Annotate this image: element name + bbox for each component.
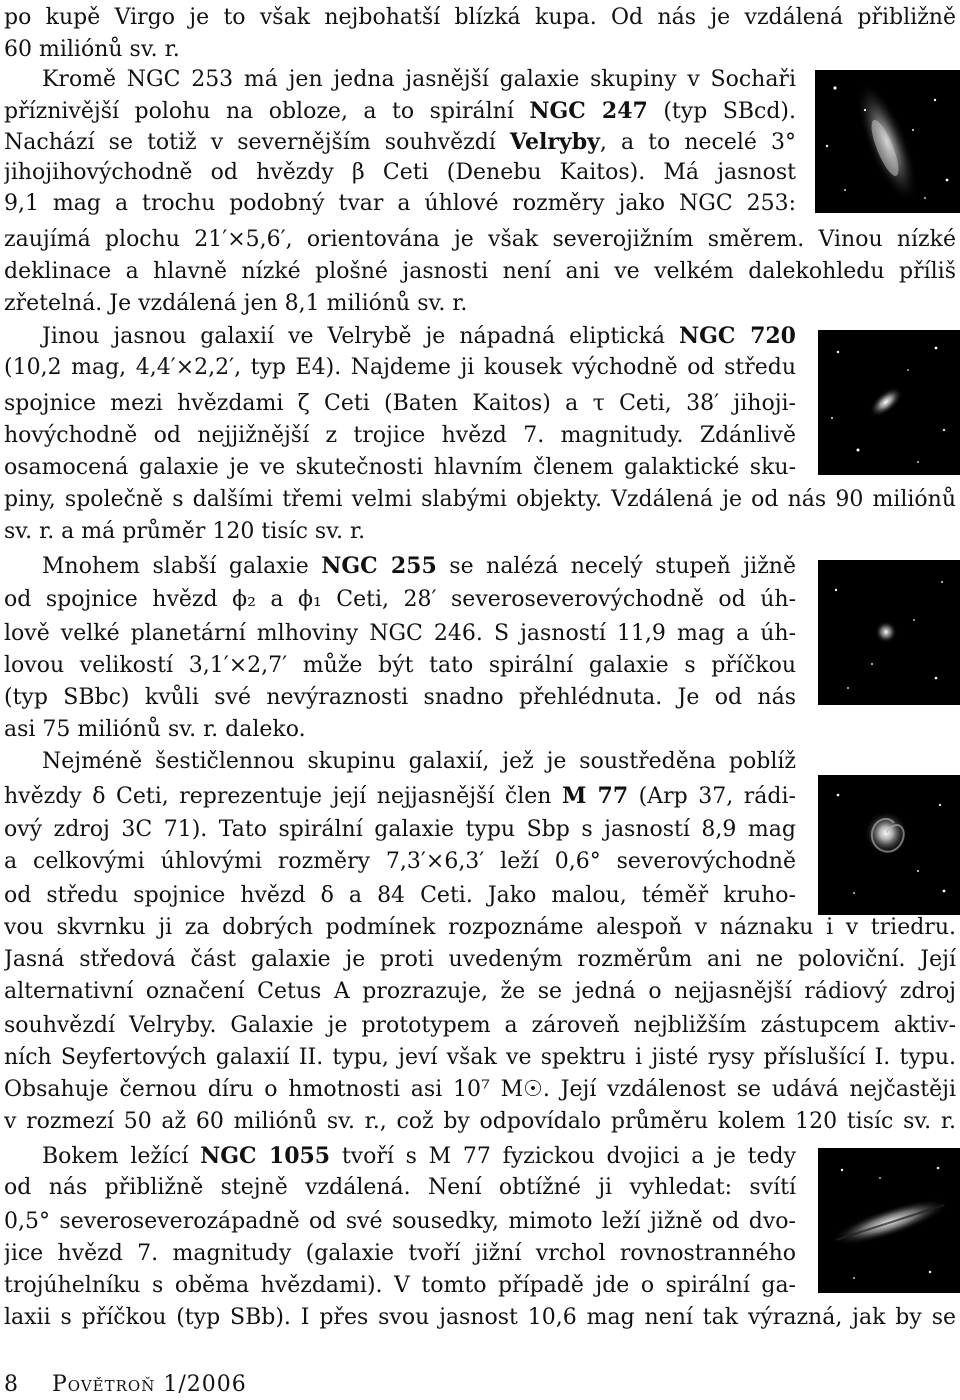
journal-title: Povětroň 1/2006 [52, 1372, 247, 1397]
text-line: (10,2 mag, 4,4′×2,2′, typ E4). Najdeme ji kousek východně od středu [4, 355, 796, 380]
galaxy-image-ngc1055 [818, 1148, 960, 1293]
galaxy-photo-ngc247 [815, 70, 960, 213]
text-line: Jinou jasnou galaxií ve Velrybě je nápadná eliptická NGC 720 [42, 323, 796, 349]
page-footer [4, 1370, 247, 1400]
page-number: 8 [4, 1372, 18, 1397]
text-line: Bokem ležící NGC 1055 tvoří s M 77 fyzickou dvojici a je tedy [42, 1143, 796, 1169]
object-name-ngc255: NGC 255 [321, 553, 437, 579]
text-line: hvězdy δ Ceti, reprezentuje její nejjasnější člen M 77 (Arp 37, rádi- [4, 783, 796, 809]
text-line: Obsahuje černou díru o hmotnosti asi 10⁷ M☉. Její vzdálenost se udává nejčastěji [4, 1077, 956, 1102]
text-line: 60 miliónů sv. r. [4, 37, 180, 62]
object-name-ngc1055: NGC 1055 [200, 1143, 331, 1169]
text-line: od středu spojnice hvězd δ a 84 Ceti. Jako malou, téměř kruho- [4, 883, 796, 908]
text-line: 0,5° severoseverozápadně od své sousedky, mimoto leží jižně od dvo- [4, 1209, 796, 1234]
galaxy-image-m77 [818, 775, 960, 915]
galaxy-image-ngc247 [815, 70, 960, 213]
text-line: asi 75 miliónů sv. r. daleko. [4, 717, 306, 742]
text-line: Nachází se totiž v severnějším souhvězdí Velryby, a to necelé 3° [4, 129, 796, 155]
object-name-m77: M 77 [561, 783, 629, 809]
text-line: spojnice mezi hvězdami ζ Ceti (Baten Kaitos) a τ Ceti, 38′ jihoji- [4, 391, 796, 416]
galaxy-image-ngc720 [818, 330, 960, 475]
text-line: a celkovými úhlovými rozměry 7,3′×6,3′ leží 0,6° severovýchodně [4, 849, 796, 874]
galaxy-photo-m77 [818, 775, 960, 915]
text-line: od spojnice hvězd ϕ₂ a ϕ₁ Ceti, 28′ severoseverovýchodně od úh- [4, 587, 796, 612]
text-line: Jasná středová část galaxie je proti uvedeným rozměrům ani ne poloviční. Její [4, 947, 956, 972]
text-line: po kupě Virgo je to však nejbohatší blízká kupa. Od nás je vzdálená přibližně [4, 5, 956, 30]
text-line: ový zdroj 3C 71). Tato spirální galaxie typu Sbp s jasností 8,9 mag [4, 817, 796, 842]
text-line: zřetelná. Je vzdálená jen 8,1 miliónů sv. r. [4, 291, 468, 316]
galaxy-photo-ngc720 [818, 330, 960, 475]
text-line: Mnohem slabší galaxie NGC 255 se nalézá necelý stupeň jižně [42, 553, 796, 579]
text-line: sv. r. a má průměr 120 tisíc sv. r. [4, 519, 366, 544]
text-line: hovýchodně od nejjižnější z trojice hvězd 7. magnitudy. Zdánlivě [4, 423, 796, 448]
text-line: deklinace a hlavně nízké plošné jasnosti není ani ve velkém dalekohledu příliš [4, 259, 956, 284]
object-name-ngc247: NGC 247 [529, 98, 648, 124]
text-line: souhvězdí Velryby. Galaxie je prototypem a zároveň nejbližším zástupcem aktiv- [4, 1013, 956, 1038]
text-line: laxii s příčkou (typ SBb). I přes svou jasnost 10,6 mag není tak výrazná, jak by se [4, 1305, 956, 1330]
text-line: 9,1 mag a trochu podobný tvar a úhlové rozměry jako NGC 253: [4, 191, 796, 216]
constellation-name: Velryby [509, 129, 600, 155]
text-line: Kromě NGC 253 má jen jedna jasnější galaxie skupiny v Sochaři [42, 67, 796, 92]
galaxy-image-ngc255 [818, 560, 960, 705]
text-line: osamocená galaxie je ve skutečnosti hlavním členem galaktické sku- [4, 455, 796, 480]
text-line: ních Seyfertových galaxií II. typu, jeví však ve spektru i jisté rysy příslušící I. typu. [4, 1045, 956, 1070]
text-line: Nejméně šestičlennou skupinu galaxií, jež je soustředěna poblíž [42, 749, 796, 774]
text-line: v rozmezí 50 až 60 miliónů sv. r., což by odpovídalo průměru kolem 120 tisíc sv. r. [4, 1109, 956, 1134]
text-line: příznivější polohu na obloze, a to spirální NGC 247 (typ SBcd). [4, 98, 796, 124]
galaxy-photo-ngc1055 [818, 1148, 960, 1293]
text-line: trojúhelníku s oběma hvězdami). V tomto případě jde o spirální ga- [4, 1273, 796, 1298]
text-line: od nás přibližně stejně vzdálená. Není obtížné ji vyhledat: svítí [4, 1175, 796, 1200]
text-line: lovou velikostí 3,1′×2,7′ může být tato spirální galaxie s příčkou [4, 653, 796, 678]
text-line: piny, společně s dalšími třemi velmi slabými objekty. Vzdálená je od nás 90 miliónů [4, 487, 956, 512]
galaxy-photo-ngc255 [818, 560, 960, 705]
text-line: vou skvrnku ji za dobrých podmínek rozpoznáme alespoň v náznaku i v triedru. [4, 915, 956, 940]
text-line: lově velké planetární mlhoviny NGC 246. S jasností 11,9 mag a úh- [4, 621, 796, 646]
text-line: jice hvězd 7. magnitudy (galaxie tvoří jižní vrchol rovnostranného [4, 1241, 796, 1266]
text-line: (typ SBbc) kvůli své nevýraznosti snadno přehlédnuta. Je od nás [4, 685, 796, 710]
object-name-ngc720: NGC 720 [679, 323, 796, 349]
text-line: jihojihovýchodně od hvězdy β Ceti (Denebu Kaitos). Má jasnost [4, 160, 796, 185]
text-line: zaujímá plochu 21′×5,6′, orientována je však severojižním směrem. Vinou nízké [4, 227, 956, 252]
text-line: alternativní označení Cetus A prozrazuje, že se jedná o nejjasnější rádiový zdroj [4, 979, 956, 1004]
